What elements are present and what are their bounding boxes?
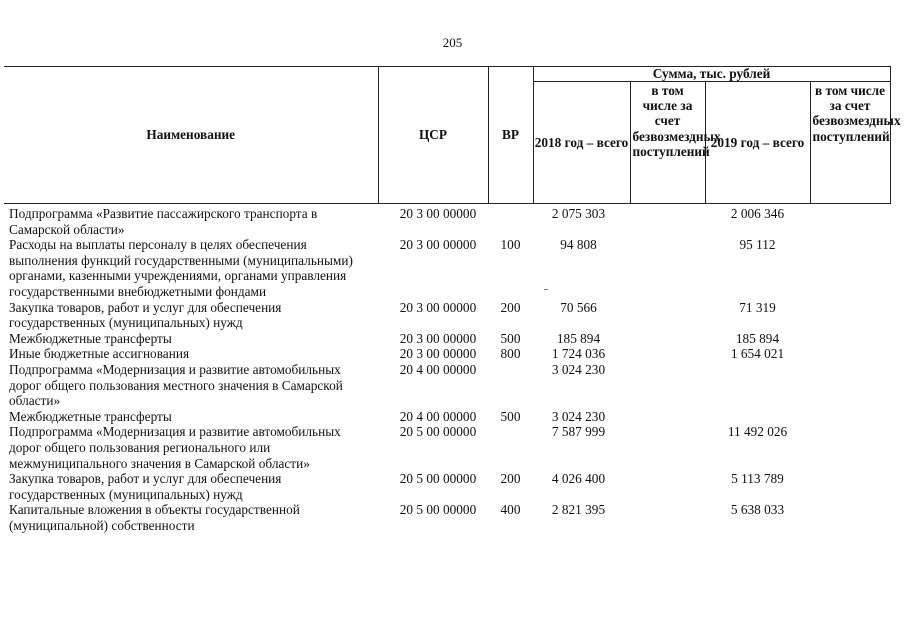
cell-2018-total: 70 566 <box>560 299 597 315</box>
cell-2019-total <box>705 409 810 425</box>
cell-vr <box>488 204 533 238</box>
header-vr: ВР <box>488 67 533 204</box>
cell-2018-total: 1 724 036 <box>551 346 606 362</box>
cell-2019-total: 71 319 <box>739 299 776 315</box>
header-2018-incl: в том числе за счет безвозмездных поступлений <box>630 82 705 204</box>
budget-table <box>4 66 901 533</box>
cell-2018-total: 2 821 395 <box>551 502 606 518</box>
cell-csr: 20 3 00 00000 <box>399 346 477 362</box>
page-number: 205 <box>442 35 463 50</box>
cell-2019-incl <box>810 362 890 409</box>
cell-vr: 400 <box>500 502 521 518</box>
cell-2018-total: 3 024 230 <box>551 361 606 377</box>
cell-name: Иные бюджетные ассигнования <box>9 346 190 362</box>
cell-name: Межбюджетные трансферты <box>9 408 172 424</box>
cell-2018-incl <box>630 237 705 299</box>
cell-2019-incl <box>810 502 890 533</box>
cell-vr: 100 <box>500 237 521 253</box>
cell-2018-total: 4 026 400 <box>551 471 606 487</box>
cell-2019-incl <box>810 346 890 362</box>
cell-2019-incl <box>810 300 890 331</box>
cell-2018-incl <box>630 409 705 425</box>
cell-2018-incl <box>630 300 705 331</box>
cell-2018-incl <box>630 424 705 471</box>
header-sum-group: Сумма, тыс. рублей <box>533 67 890 82</box>
table-row <box>4 331 890 347</box>
cell-2018-incl <box>630 346 705 362</box>
table-row <box>4 300 890 331</box>
cell-vr <box>488 362 533 409</box>
cell-2019-incl <box>810 204 890 238</box>
cell-csr: 20 4 00 00000 <box>399 361 477 377</box>
cell-2019-total: 5 638 033 <box>730 502 785 518</box>
cell-2019-total: 5 113 789 <box>731 471 784 487</box>
cell-vr: 800 <box>500 346 521 362</box>
cell-2018-incl <box>630 331 705 347</box>
cell-2018-total: 7 587 999 <box>551 424 606 440</box>
cell-2019-total: 1 654 021 <box>730 346 785 362</box>
cell-2019-incl <box>810 331 890 347</box>
table-header <box>4 66 901 204</box>
header-2019-total: 2019 год – всего <box>705 82 810 204</box>
cell-2019-total <box>705 362 810 409</box>
cell-2018-total: 185 894 <box>556 330 601 346</box>
cell-2018-incl <box>630 362 705 409</box>
cell-2018-total: 3 024 230 <box>551 408 606 424</box>
scan-speck <box>544 289 548 290</box>
table-row <box>4 409 890 425</box>
header-csr: ЦСР <box>378 67 488 204</box>
table-row <box>4 362 890 409</box>
cell-2019-total: 185 894 <box>735 330 780 346</box>
cell-csr: 20 5 00 00000 <box>399 424 477 440</box>
cell-csr: 20 3 00 00000 <box>399 299 477 315</box>
cell-2018-incl <box>630 204 705 238</box>
cell-2018-total: 94 808 <box>560 237 597 253</box>
table-row <box>4 346 890 362</box>
cell-name: Подпрограмма «Модернизация и развитие автомобильных дорог общего пользования местного значения в Самарской области» <box>9 361 343 409</box>
cell-2019-total: 11 492 026 <box>727 424 788 440</box>
cell-2018-incl <box>630 471 705 502</box>
table-row <box>4 237 890 299</box>
cell-csr: 20 3 00 00000 <box>399 206 477 221</box>
cell-csr: 20 3 00 00000 <box>399 237 477 253</box>
header-2019-incl: в том числе за счет безвозмездных поступлений <box>810 82 890 204</box>
cell-csr: 20 5 00 00000 <box>399 502 477 518</box>
cell-2019-incl <box>810 424 890 471</box>
table-body <box>4 204 890 534</box>
table-row <box>4 424 890 471</box>
cell-2019-incl <box>810 409 890 425</box>
cell-name: Подпрограмма «Модернизация и развитие автомобильных дорог общего пользования регионального или межмуниципального значения в Самарской области» <box>9 424 341 471</box>
cell-vr: 500 <box>500 408 521 424</box>
cell-2019-total: 2 006 346 <box>730 206 785 221</box>
cell-name: Подпрограмма «Развитие пассажирского транспорта в Самарской области» <box>9 206 318 237</box>
cell-name: Закупка товаров, работ и услуг для обеспечения государственных (муниципальных) нужд <box>9 299 282 331</box>
header-2018-total: 2018 год – всего <box>533 82 630 204</box>
table-row <box>4 471 890 502</box>
table-row <box>4 502 890 533</box>
cell-name: Межбюджетные трансферты <box>9 330 172 346</box>
header-name: Наименование <box>4 67 378 204</box>
cell-name: Закупка товаров, работ и услуг для обеспечения государственных (муниципальных) нужд <box>9 471 282 502</box>
cell-vr <box>488 424 533 471</box>
cell-name: Расходы на выплаты персоналу в целях обеспечения выполнения функций государственными (муниципальными) органами, казенными учреждениями, органами управления государственными внебюджетными фондами <box>9 237 353 299</box>
cell-2019-total: 95 112 <box>739 237 776 253</box>
cell-vr: 200 <box>500 299 521 315</box>
cell-2018-total: 2 075 303 <box>551 206 606 221</box>
cell-vr: 500 <box>500 330 521 346</box>
cell-csr: 20 4 00 00000 <box>399 408 477 424</box>
cell-csr: 20 5 00 00000 <box>399 471 477 487</box>
table-row <box>4 204 890 238</box>
cell-csr: 20 3 00 00000 <box>399 330 477 346</box>
cell-2019-incl <box>810 237 890 299</box>
cell-2019-incl <box>810 471 890 502</box>
cell-vr: 200 <box>500 471 521 487</box>
cell-2018-incl <box>630 502 705 533</box>
cell-name: Капитальные вложения в объекты государственной (муниципальной) собственности <box>9 502 300 533</box>
